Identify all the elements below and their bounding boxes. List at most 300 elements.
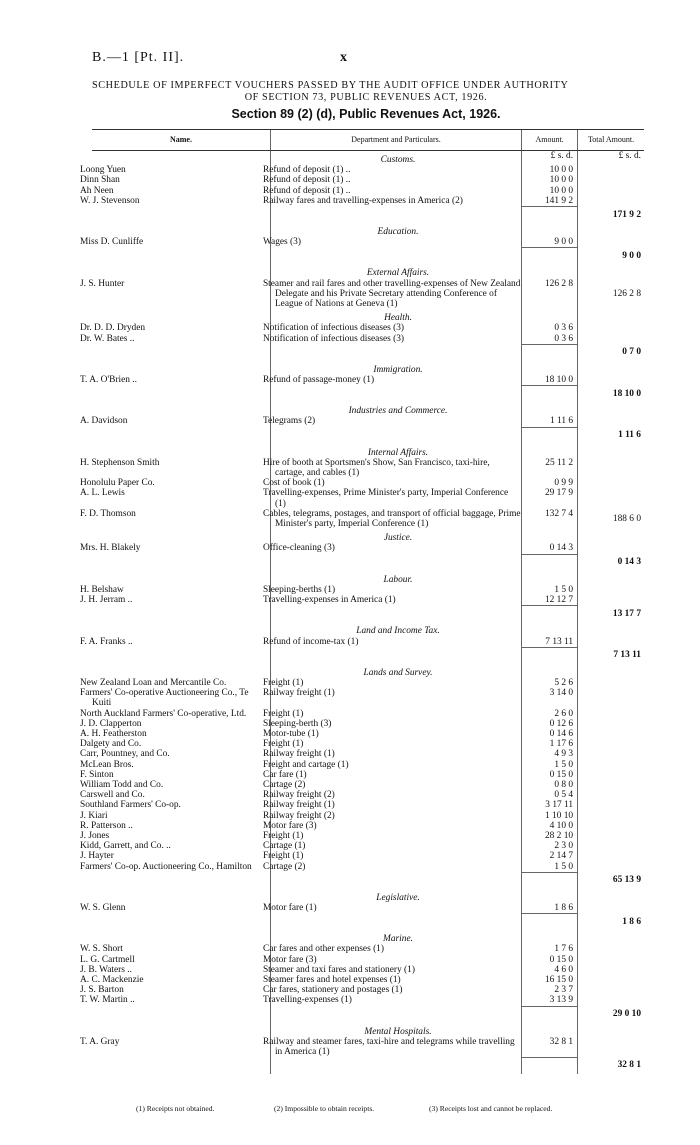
- amount-value: 7 13 11: [522, 637, 578, 648]
- total-value: [578, 811, 644, 821]
- amount-value: 0 12 6: [522, 719, 578, 729]
- name-cell: [92, 444, 270, 458]
- total-value: [578, 678, 644, 688]
- table-header-row: [92, 130, 644, 151]
- total-unit-header: [578, 529, 644, 543]
- amount-value: 0 5 4: [522, 790, 578, 800]
- payee-name: Farmers' Co-operative Auctioneering Co., Te Kuiti: [80, 688, 249, 709]
- name-cell: [92, 264, 270, 278]
- particulars: Sleeping-berths (1): [270, 585, 521, 595]
- amount-value: 0 15 0: [522, 955, 578, 965]
- name-cell: [92, 889, 270, 903]
- particulars: Motor fare (3): [270, 955, 521, 965]
- payee-name: William Todd and Co.: [80, 779, 164, 790]
- department-section-row: [92, 223, 644, 237]
- payee-name: Dinn Shan: [80, 175, 120, 186]
- department-name: Justice.: [270, 529, 521, 543]
- amount-value: 1 17 6: [522, 739, 578, 749]
- table-row: [92, 790, 644, 800]
- department-name: Customs.: [270, 151, 521, 166]
- table-body: [80, 151, 644, 1074]
- total-value: [578, 780, 644, 790]
- table-row: [92, 811, 644, 821]
- amount-unit-header: [522, 571, 578, 585]
- schedule-title: [92, 80, 640, 104]
- particulars: Cost of book (1): [270, 478, 521, 488]
- table-row: [92, 729, 644, 739]
- particulars: Railway and steamer fares, taxi-hire and telegrams while travelling in America (1): [270, 1037, 521, 1057]
- total-value: [578, 985, 644, 995]
- amount-value: 10 0 0: [522, 165, 578, 175]
- name-cell: [92, 872, 270, 889]
- table-row: [92, 334, 644, 345]
- table-row: [92, 760, 644, 770]
- payee-name: Carswell and Co.: [80, 790, 145, 801]
- total-value: [578, 841, 644, 851]
- table-row: [92, 851, 644, 861]
- payee-name: J. S. Hunter: [80, 278, 125, 289]
- subtotal-row: [92, 248, 644, 265]
- amount-value: 5 2 6: [522, 678, 578, 688]
- payee-name: H. Belshaw: [80, 584, 124, 595]
- section-heading: Section 89 (2) (d), Public Revenues Act, 1926.: [231, 107, 501, 121]
- subtotal-amount: 0 7 0: [578, 344, 644, 361]
- payee-name: McLean Bros.: [80, 759, 134, 770]
- table-row: [92, 821, 644, 831]
- department-name: Marine.: [270, 930, 521, 944]
- particulars: Car fares and other expenses (1): [270, 944, 521, 954]
- total-value: [578, 862, 644, 873]
- payee-name: A. C. Mackenzie: [80, 974, 144, 985]
- total-value: [578, 719, 644, 729]
- total-value: [578, 595, 644, 606]
- column-header-amount: Amount.: [522, 130, 578, 151]
- particulars: Cables, telegrams, postages, and transport of official baggage, Prime Minister's party, Imperial Conference (1): [262, 508, 521, 530]
- amount-cell: [522, 647, 578, 664]
- table-row: [92, 739, 644, 749]
- total-value: [578, 739, 644, 749]
- department-cell: [270, 207, 521, 224]
- payee-name: F. A. Franks ..: [80, 636, 133, 647]
- table-row: [92, 237, 644, 248]
- amount-value: 0 3 6: [522, 334, 578, 345]
- payee-name: A. L. Lewis: [80, 488, 125, 499]
- department-name: Labour.: [270, 571, 521, 585]
- name-cell: [92, 571, 270, 585]
- particulars: Railway fares and travelling-expenses in America (2): [270, 196, 521, 207]
- total-value: [578, 709, 644, 719]
- department-name: Lands and Survey.: [270, 664, 521, 678]
- payee-name: Carr, Pountney, and Co.: [80, 749, 170, 760]
- particulars: Freight (1): [270, 851, 521, 861]
- payee-name: J. D. Clapperton: [80, 718, 142, 729]
- table-row: [92, 375, 644, 386]
- department-cell: [270, 554, 521, 571]
- subtotal-amount: 7 13 11: [578, 647, 644, 664]
- table-row: [92, 595, 644, 606]
- total-unit-header: [578, 622, 644, 636]
- payee-name: W. S. Glenn: [80, 902, 126, 913]
- amount-value: 2 3 0: [522, 841, 578, 851]
- particulars: Railway freight (2): [270, 811, 521, 821]
- amount-unit-header: [522, 930, 578, 944]
- department-name: External Affairs.: [270, 264, 521, 278]
- name-cell: [92, 1057, 270, 1074]
- department-cell: [270, 344, 521, 361]
- amount-value: 0 14 3: [522, 543, 578, 554]
- particulars: Refund of deposit (1) ..: [270, 175, 521, 185]
- particulars: Steamer and rail fares and other travelling-expenses of New Zealand Delegate and his Private Secretary attending Conference of League of Nations at Geneva (1): [262, 278, 521, 310]
- table-row: [92, 841, 644, 851]
- table-row: [92, 770, 644, 780]
- department-cell: [270, 248, 521, 265]
- department-cell: [270, 606, 521, 623]
- total-value: [578, 800, 644, 810]
- total-value: [578, 831, 644, 841]
- amount-value: 132 7 4: [522, 509, 578, 529]
- total-value: [578, 375, 644, 386]
- total-value: [578, 196, 644, 207]
- total-unit-header: [578, 1023, 644, 1037]
- department-section-row: [92, 402, 644, 416]
- total-value: [578, 955, 644, 965]
- amount-cell: [522, 914, 578, 931]
- subtotal-row: [92, 606, 644, 623]
- subtotal-row: [92, 344, 644, 361]
- total-value: [578, 770, 644, 780]
- payee-name: Dr. W. Bates ..: [80, 333, 135, 344]
- amount-value: 1 8 6: [522, 903, 578, 914]
- amount-value: 10 0 0: [522, 186, 578, 196]
- subtotal-amount: 1 8 6: [578, 914, 644, 931]
- particulars: Freight (1): [270, 678, 521, 688]
- subtotal-amount: 1 11 6: [578, 427, 644, 444]
- schedule-title-line-1: SCHEDULE OF IMPERFECT VOUCHERS PASSED BY THE AUDIT OFFICE UNDER AUTHORITY: [92, 80, 569, 91]
- total-unit-header: [578, 664, 644, 678]
- particulars: Freight (1): [270, 739, 521, 749]
- amount-cell: [522, 606, 578, 623]
- name-cell: [92, 529, 270, 543]
- particulars: Telegrams (2): [270, 416, 521, 427]
- department-section-row: [92, 1023, 644, 1037]
- subtotal-amount: 18 10 0: [578, 386, 644, 403]
- amount-value: 2 6 0: [522, 709, 578, 719]
- name-cell: [92, 914, 270, 931]
- amount-value: 1 5 0: [522, 760, 578, 770]
- name-cell: [92, 361, 270, 375]
- name-cell: [92, 151, 270, 166]
- total-value: [578, 851, 644, 861]
- particulars: Notification of infectious diseases (3): [270, 323, 521, 333]
- total-value: [578, 821, 644, 831]
- amount-value: 0 14 6: [522, 729, 578, 739]
- column-header-department: Department and Particulars.: [270, 130, 521, 151]
- name-cell: [92, 207, 270, 224]
- payee-name: J. H. Jerram ..: [80, 595, 133, 606]
- name-cell: [92, 386, 270, 403]
- amount-cell: [522, 872, 578, 889]
- name-cell: [92, 622, 270, 636]
- subtotal-amount: 65 13 9: [578, 872, 644, 889]
- amount-value: 1 10 10: [522, 811, 578, 821]
- department-section-row: [92, 309, 644, 323]
- particulars: Car fare (1): [270, 770, 521, 780]
- amount-unit-header: [522, 402, 578, 416]
- subtotal-amount: 29 0 10: [578, 1006, 644, 1023]
- amount-cell: [522, 248, 578, 265]
- payee-name: Kidd, Garrett, and Co. ..: [80, 841, 171, 852]
- total-value: [578, 749, 644, 759]
- table-row: [92, 995, 644, 1006]
- table-row: [92, 1037, 644, 1057]
- name-cell: [92, 647, 270, 664]
- amount-cell: [522, 344, 578, 361]
- name-cell: [92, 427, 270, 444]
- particulars: Refund of passage-money (1): [270, 375, 521, 386]
- name-cell: [92, 606, 270, 623]
- amount-value: 4 9 3: [522, 749, 578, 759]
- total-unit-header: [578, 361, 644, 375]
- amount-unit-header: [522, 444, 578, 458]
- amount-value: 0 8 0: [522, 780, 578, 790]
- payee-name: Mrs. H. Blakely: [80, 543, 141, 554]
- table-row: [92, 831, 644, 841]
- total-unit-header: [578, 571, 644, 585]
- payee-name: A. Davidson: [80, 416, 128, 427]
- payee-name: J. Hayter: [80, 851, 114, 862]
- table-row: [92, 175, 644, 185]
- amount-unit-header: [522, 361, 578, 375]
- payee-name: L. G. Cartmell: [80, 954, 135, 965]
- subtotal-row: [92, 1006, 644, 1023]
- table-row: [92, 862, 644, 873]
- department-name: Industries and Commerce.: [270, 402, 521, 416]
- table-row: [92, 955, 644, 965]
- total-value: [578, 323, 644, 333]
- table-row: [92, 780, 644, 790]
- particulars: Car fares, stationery and postages (1): [270, 985, 521, 995]
- particulars: Notification of infectious diseases (3): [270, 334, 521, 345]
- total-unit-header: £ s. d.: [578, 151, 644, 166]
- particulars: Motor fare (3): [270, 821, 521, 831]
- total-value: 126 2 8: [578, 279, 644, 310]
- schedule-title-line-2: OF SECTION 73, PUBLIC REVENUES ACT, 1926.: [244, 92, 488, 103]
- name-cell: [92, 344, 270, 361]
- amount-value: 0 9 9: [522, 478, 578, 488]
- subtotal-amount: 13 17 7: [578, 606, 644, 623]
- payee-name: J. Kiari: [80, 810, 108, 821]
- table-row: [92, 985, 644, 995]
- department-section-row: [92, 361, 644, 375]
- particulars: Travelling-expenses, Prime Minister's party, Imperial Conference (1): [270, 488, 521, 508]
- amount-value: 126 2 8: [522, 279, 578, 310]
- name-cell: [92, 309, 270, 323]
- amount-value: 29 17 9: [522, 488, 578, 508]
- total-value: [578, 543, 644, 554]
- amount-value: 1 5 0: [522, 585, 578, 595]
- total-value: [578, 458, 644, 478]
- amount-cell: [522, 207, 578, 224]
- particulars: Cartage (2): [270, 780, 521, 790]
- payee-name: T. A. Gray: [80, 1036, 120, 1047]
- total-value: [578, 760, 644, 770]
- department-section-row: [92, 930, 644, 944]
- subtotal-row: [92, 207, 644, 224]
- total-value: [578, 478, 644, 488]
- table-row: [92, 488, 644, 508]
- total-value: [578, 186, 644, 196]
- particulars: Railway freight (1): [270, 688, 521, 708]
- department-name: Mental Hospitals.: [270, 1023, 521, 1037]
- name-cell: [92, 664, 270, 678]
- amount-value: 0 15 0: [522, 770, 578, 780]
- payee-name: A. H. Featherston: [80, 728, 147, 739]
- particulars: Motor-tube (1): [270, 729, 521, 739]
- particulars: Hire of booth at Sportsmen's Show, San Francisco, taxi-hire, cartage, and cables (1): [270, 458, 521, 478]
- table-row: [92, 186, 644, 196]
- department-section-row: [92, 529, 644, 543]
- amount-value: 2 14 7: [522, 851, 578, 861]
- page-reference: B.—1 [Pt. II].: [92, 50, 185, 65]
- table-row: [92, 975, 644, 985]
- total-value: [578, 488, 644, 508]
- table-row: [92, 279, 644, 310]
- amount-value: 28 2 10: [522, 831, 578, 841]
- payee-name: T. A. O'Brien ..: [80, 375, 137, 386]
- particulars: Steamer fares and hotel expenses (1): [270, 975, 521, 985]
- particulars: Travelling-expenses (1): [270, 995, 521, 1006]
- total-value: [578, 729, 644, 739]
- amount-value: 10 0 0: [522, 175, 578, 185]
- payee-name: J. S. Barton: [80, 985, 124, 996]
- table-row: [92, 719, 644, 729]
- page-number: x: [340, 50, 347, 65]
- column-header-name: Name.: [92, 130, 270, 151]
- payee-name: J. Jones: [80, 830, 110, 841]
- amount-value: 4 10 0: [522, 821, 578, 831]
- department-section-row: [92, 151, 644, 166]
- total-value: [578, 995, 644, 1006]
- payee-name: R. Patterson ..: [80, 820, 133, 831]
- department-cell: [270, 1057, 521, 1074]
- department-cell: [270, 1006, 521, 1023]
- amount-unit-header: [522, 889, 578, 903]
- table-row: [92, 688, 644, 708]
- total-unit-header: [578, 264, 644, 278]
- name-cell: [92, 1006, 270, 1023]
- payee-name: Farmers' Co-op. Auctioneering Co., Hamilton: [80, 861, 252, 872]
- total-value: [578, 637, 644, 648]
- amount-value: 3 14 0: [522, 688, 578, 708]
- table-row: [92, 543, 644, 554]
- department-name: Health.: [270, 309, 521, 323]
- table-row: [92, 585, 644, 595]
- name-cell: [92, 248, 270, 265]
- amount-value: 9 0 0: [522, 237, 578, 248]
- total-unit-header: [578, 309, 644, 323]
- amount-value: 3 13 9: [522, 995, 578, 1006]
- particulars: Freight and cartage (1): [270, 760, 521, 770]
- subtotal-row: [92, 647, 644, 664]
- department-cell: [270, 647, 521, 664]
- table-row: [92, 509, 644, 529]
- amount-value: 1 7 6: [522, 944, 578, 954]
- payee-name: Miss D. Cunliffe: [80, 237, 144, 248]
- table-row: [92, 637, 644, 648]
- subtotal-row: [92, 554, 644, 571]
- department-name: Land and Income Tax.: [270, 622, 521, 636]
- amount-cell: [522, 554, 578, 571]
- particulars: Railway freight (2): [270, 790, 521, 800]
- name-cell: [92, 554, 270, 571]
- amount-unit-header: [522, 529, 578, 543]
- footnote-3: (3) Receipts lost and cannot be replaced.: [429, 1104, 553, 1113]
- subtotal-row: [92, 1057, 644, 1074]
- subtotal-amount: 0 14 3: [578, 554, 644, 571]
- table-row: [92, 944, 644, 954]
- table-row: [92, 749, 644, 759]
- department-section-row: [92, 889, 644, 903]
- amount-unit-header: £ s. d.: [522, 151, 578, 166]
- name-cell: [92, 1023, 270, 1037]
- particulars: Office-cleaning (3): [270, 543, 521, 554]
- department-name: Education.: [270, 223, 521, 237]
- particulars: Cartage (2): [270, 862, 521, 873]
- name-cell: [92, 223, 270, 237]
- total-value: [578, 237, 644, 248]
- particulars: Refund of deposit (1) ..: [270, 186, 521, 196]
- department-section-row: [92, 444, 644, 458]
- total-value: [578, 585, 644, 595]
- department-section-row: [92, 664, 644, 678]
- total-unit-header: [578, 223, 644, 237]
- name-cell: [92, 402, 270, 416]
- department-name: Immigration.: [270, 361, 521, 375]
- particulars: Sleeping-berth (3): [270, 719, 521, 729]
- payee-name: Loong Yuen: [80, 165, 126, 176]
- footnote-1: (1) Receipts not obtained.: [136, 1104, 215, 1113]
- payee-name: T. W. Martin ..: [80, 995, 135, 1006]
- department-section-row: [92, 571, 644, 585]
- amount-value: 0 3 6: [522, 323, 578, 333]
- total-value: [578, 175, 644, 185]
- total-value: 188 6 0: [578, 509, 644, 529]
- particulars: Motor fare (1): [270, 903, 521, 914]
- total-value: [578, 688, 644, 708]
- subtotal-row: [92, 386, 644, 403]
- amount-value: 141 9 2: [522, 196, 578, 207]
- payee-name: Southland Farmers' Co-op.: [80, 800, 181, 811]
- amount-unit-header: [522, 664, 578, 678]
- total-value: [578, 416, 644, 427]
- amount-unit-header: [522, 622, 578, 636]
- department-name: Legislative.: [270, 889, 521, 903]
- total-value: [578, 790, 644, 800]
- payee-name: Dr. D. D. Dryden: [80, 323, 146, 334]
- amount-value: 25 11 2: [522, 458, 578, 478]
- department-section-row: [92, 622, 644, 636]
- table-row: [92, 678, 644, 688]
- particulars: Cartage (1): [270, 841, 521, 851]
- subtotal-row: [92, 914, 644, 931]
- total-unit-header: [578, 889, 644, 903]
- table-row: [92, 478, 644, 488]
- particulars: Travelling-expenses in America (1): [270, 595, 521, 606]
- department-section-row: [92, 264, 644, 278]
- table-row: [92, 165, 644, 175]
- department-cell: [270, 386, 521, 403]
- amount-cell: [522, 1057, 578, 1074]
